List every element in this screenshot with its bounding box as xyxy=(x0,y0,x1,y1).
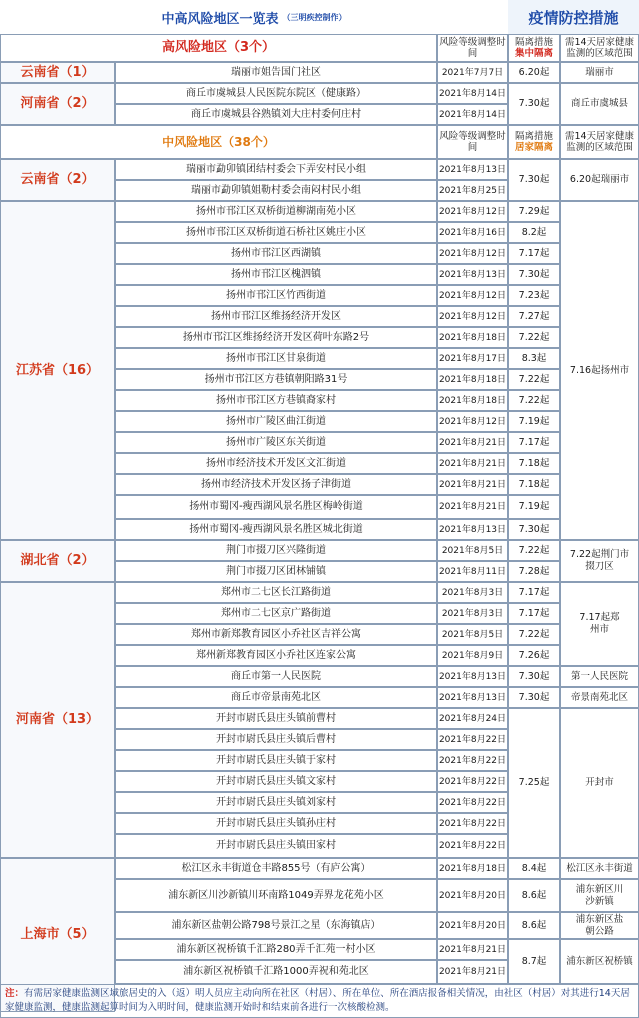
date-cell: 2021年8月5日 xyxy=(437,624,508,645)
place-cell: 开封市尉氏县庄头镇文家村 xyxy=(115,771,437,792)
place-cell: 浦东新区祝桥镇千汇路1000弄祝和苑北区 xyxy=(115,960,437,984)
place-cell: 扬州市邗江区双桥街道石桥社区姚庄小区 xyxy=(115,222,437,243)
province-jiangsu: 江苏省（16） xyxy=(0,201,115,540)
province-yunnan-mid: 云南省（2） xyxy=(0,159,115,201)
area-cell: 浦东新区祝桥镇 xyxy=(560,939,639,984)
area-cell: 松江区永丰街道 xyxy=(560,858,639,879)
place-cell: 开封市尉氏县庄头镇刘家村 xyxy=(115,792,437,813)
credit-text: （三明疾控制作） xyxy=(282,12,347,22)
start-cell: 7.17起 xyxy=(508,432,560,453)
place-cell: 扬州市邗江区维扬经济开发区荷叶东路2号 xyxy=(115,327,437,348)
place-cell: 荆门市掇刀区团林铺镇 xyxy=(115,561,437,582)
date-cell: 2021年8月5日 xyxy=(437,540,508,561)
area-cell: 浦东新区盐朝公路 xyxy=(560,912,639,939)
date-cell: 2021年8月18日 xyxy=(437,390,508,411)
start-cell: 7.19起 xyxy=(508,495,560,519)
start-cell: 7.18起 xyxy=(508,474,560,495)
date-cell: 2021年8月18日 xyxy=(437,327,508,348)
province-henan-mid: 河南省（13） xyxy=(0,582,115,858)
date-cell: 2021年8月13日 xyxy=(437,687,508,708)
footnote xyxy=(0,984,639,1018)
area-cell: 浦东新区川沙新镇 xyxy=(560,879,639,912)
date-cell: 2021年8月18日 xyxy=(437,858,508,879)
start-cell: 7.17起 xyxy=(508,603,560,624)
start-cell: 7.26起 xyxy=(508,645,560,666)
area-cell: 瑞丽市 xyxy=(560,62,639,83)
footnote-label: 注： xyxy=(5,988,25,999)
date-cell: 2021年8月14日 xyxy=(437,104,508,125)
start-cell: 8.3起 xyxy=(508,348,560,369)
place-cell: 商丘市第一人民医院 xyxy=(115,666,437,687)
measure-prefix: 隔离措施 xyxy=(514,37,553,48)
start-cell: 7.30起 xyxy=(508,159,560,201)
place-cell: 开封市尉氏县庄头镇孙庄村 xyxy=(115,813,437,834)
start-cell: 7.22起 xyxy=(508,327,560,348)
table-title xyxy=(0,0,508,34)
area-cell: 第一人民医院 xyxy=(560,666,639,687)
date-cell: 2021年8月24日 xyxy=(437,708,508,729)
province-yunnan-high: 云南省（1） xyxy=(0,62,115,83)
place-cell: 扬州市邗江区甘泉街道 xyxy=(115,348,437,369)
start-cell: 7.28起 xyxy=(508,561,560,582)
date-cell: 2021年8月21日 xyxy=(437,939,508,960)
start-cell: 8.6起 xyxy=(508,879,560,912)
place-cell: 浦东新区祝桥镇千汇路280弄千汇苑一村小区 xyxy=(115,939,437,960)
date-cell: 2021年8月9日 xyxy=(437,645,508,666)
area-cell: 7.22起荆门市掇刀区 xyxy=(560,540,639,582)
date-cell: 2021年8月22日 xyxy=(437,813,508,834)
area-cell: 7.17起郑州市 xyxy=(560,582,639,666)
date-cell: 2021年8月13日 xyxy=(437,519,508,540)
mid-risk-section-title: 中风险地区（38个） xyxy=(0,125,437,159)
area-cell: 6.20起瑞丽市 xyxy=(560,159,639,201)
start-cell: 7.27起 xyxy=(508,306,560,327)
date-cell: 2021年8月20日 xyxy=(437,912,508,939)
place-cell: 扬州市广陵区东关街道 xyxy=(115,432,437,453)
date-cell: 2021年8月12日 xyxy=(437,306,508,327)
date-cell: 2021年8月21日 xyxy=(437,960,508,984)
date-cell: 2021年8月13日 xyxy=(437,264,508,285)
date-cell: 2021年8月3日 xyxy=(437,582,508,603)
date-cell: 2021年7月7日 xyxy=(437,62,508,83)
date-cell: 2021年8月14日 xyxy=(437,83,508,104)
date-cell: 2021年8月13日 xyxy=(437,666,508,687)
place-cell: 扬州市邗江区双桥街道柳湖南苑小区 xyxy=(115,201,437,222)
date-cell: 2021年8月21日 xyxy=(437,432,508,453)
place-cell: 瑞丽市勐卯镇姐勒村委会南闷村民小组 xyxy=(115,180,437,201)
start-cell: 7.17起 xyxy=(508,243,560,264)
footnote-text: 有需居家健康监测区域旅居史的入（返）明人员应主动向所在社区（村居）、所在单位、所在酒店报备相关情况，由社区（村居）对其进行14天居家健康监测，健康监测起算时间为入明时间，健康监测开始时和结束前各进行一次核酸检测。 xyxy=(5,988,630,1013)
place-cell: 商丘市虞城县谷熟镇刘大庄村委何庄村 xyxy=(115,104,437,125)
place-cell: 郑州新郑教育园区小乔社区连家公寓 xyxy=(115,645,437,666)
place-cell: 扬州市邗江区竹西街道 xyxy=(115,285,437,306)
mid-risk-col-area: 需14天居家健康监测的区域范围 xyxy=(560,125,639,159)
date-cell: 2021年8月22日 xyxy=(437,750,508,771)
date-cell: 2021年8月13日 xyxy=(437,159,508,180)
date-cell: 2021年8月22日 xyxy=(437,771,508,792)
date-cell: 2021年8月25日 xyxy=(437,180,508,201)
place-cell: 扬州市经济技术开发区扬子津街道 xyxy=(115,474,437,495)
start-cell: 7.19起 xyxy=(508,411,560,432)
high-risk-col-measure xyxy=(508,34,560,62)
start-cell: 8.4起 xyxy=(508,858,560,879)
measure-prefix: 隔离措施 xyxy=(514,131,553,142)
date-cell: 2021年8月21日 xyxy=(437,474,508,495)
place-cell: 瑞丽市姐告国门社区 xyxy=(115,62,437,83)
start-cell: 7.17起 xyxy=(508,582,560,603)
place-cell: 松江区永丰街道仓丰路855号（有庐公寓） xyxy=(115,858,437,879)
start-cell: 7.22起 xyxy=(508,369,560,390)
place-cell: 扬州市经济技术开发区文汇街道 xyxy=(115,453,437,474)
area-cell: 开封市 xyxy=(560,708,639,858)
start-cell: 7.23起 xyxy=(508,285,560,306)
province-henan-high: 河南省（2） xyxy=(0,83,115,125)
province-shanghai: 上海市（5） xyxy=(0,858,115,1012)
start-cell: 7.30起 xyxy=(508,666,560,687)
table-header xyxy=(0,0,639,34)
measures-title: 疫情防控措施 xyxy=(508,0,639,34)
date-cell: 2021年8月21日 xyxy=(437,453,508,474)
place-cell: 荆门市掇刀区兴隆街道 xyxy=(115,540,437,561)
date-cell: 2021年8月12日 xyxy=(437,411,508,432)
title-text: 中高风险地区一览表 xyxy=(161,11,279,27)
start-cell: 7.22起 xyxy=(508,390,560,411)
start-cell: 7.30起 xyxy=(508,687,560,708)
date-cell: 2021年8月16日 xyxy=(437,222,508,243)
date-cell: 2021年8月18日 xyxy=(437,369,508,390)
place-cell: 瑞丽市勐卯镇团结村委会下弄安村民小组 xyxy=(115,159,437,180)
start-cell: 7.25起 xyxy=(508,708,560,858)
date-cell: 2021年8月12日 xyxy=(437,285,508,306)
place-cell: 扬州市邗江区西湖镇 xyxy=(115,243,437,264)
start-cell: 7.22起 xyxy=(508,624,560,645)
date-cell: 2021年8月21日 xyxy=(437,495,508,519)
area-cell: 帝景南苑北区 xyxy=(560,687,639,708)
measure-type-centralized: 集中隔离 xyxy=(514,48,553,59)
date-cell: 2021年8月12日 xyxy=(437,201,508,222)
area-cell: 商丘市虞城县 xyxy=(560,83,639,125)
date-cell: 2021年8月22日 xyxy=(437,792,508,813)
place-cell: 扬州市邗江区方巷镇朝阳路31号 xyxy=(115,369,437,390)
place-cell: 扬州市广陵区曲江街道 xyxy=(115,411,437,432)
date-cell: 2021年8月22日 xyxy=(437,729,508,750)
start-cell: 7.30起 xyxy=(508,519,560,540)
place-cell: 扬州市邗江区方巷镇裔家村 xyxy=(115,390,437,411)
province-hubei: 湖北省（2） xyxy=(0,540,115,582)
start-cell: 8.2起 xyxy=(508,222,560,243)
start-cell: 7.30起 xyxy=(508,264,560,285)
measure-type-home: 居家隔离 xyxy=(514,142,553,153)
date-cell: 2021年8月12日 xyxy=(437,243,508,264)
mid-risk-col-date: 风险等级调整时间 xyxy=(437,125,508,159)
place-cell: 扬州市蜀冈-瘦西湖风景名胜区城北街道 xyxy=(115,519,437,540)
place-cell: 浦东新区盐朝公路798号景江之星（东海镇店） xyxy=(115,912,437,939)
start-cell: 7.30起 xyxy=(508,83,560,125)
place-cell: 扬州市邗江区维扬经济开发区 xyxy=(115,306,437,327)
place-cell: 郑州市二七区长江路街道 xyxy=(115,582,437,603)
high-risk-col-area: 需14天居家健康监测的区域范围 xyxy=(560,34,639,62)
place-cell: 开封市尉氏县庄头镇田家村 xyxy=(115,834,437,858)
date-cell: 2021年8月11日 xyxy=(437,561,508,582)
place-cell: 郑州市新郑教育园区小乔社区吉祥公寓 xyxy=(115,624,437,645)
start-cell: 6.20起 xyxy=(508,62,560,83)
place-cell: 开封市尉氏县庄头镇后曹村 xyxy=(115,729,437,750)
date-cell: 2021年8月20日 xyxy=(437,879,508,912)
place-cell: 开封市尉氏县庄头镇前曹村 xyxy=(115,708,437,729)
start-cell: 7.22起 xyxy=(508,540,560,561)
place-cell: 郑州市二七区京广路街道 xyxy=(115,603,437,624)
high-risk-col-date: 风险等级调整时间 xyxy=(437,34,508,62)
place-cell: 商丘市虞城县人民医院东院区（健康路） xyxy=(115,83,437,104)
start-cell: 8.7起 xyxy=(508,939,560,984)
start-cell: 7.18起 xyxy=(508,453,560,474)
start-cell: 7.29起 xyxy=(508,201,560,222)
place-cell: 商丘市帝景南苑北区 xyxy=(115,687,437,708)
date-cell: 2021年8月3日 xyxy=(437,603,508,624)
place-cell: 扬州市蜀冈-瘦西湖风景名胜区梅岭街道 xyxy=(115,495,437,519)
place-cell: 扬州市邗江区槐泗镇 xyxy=(115,264,437,285)
start-cell: 8.6起 xyxy=(508,912,560,939)
date-cell: 2021年8月17日 xyxy=(437,348,508,369)
date-cell: 2021年8月22日 xyxy=(437,834,508,858)
high-risk-section-title: 高风险地区（3个） xyxy=(0,34,437,62)
area-cell: 7.16起扬州市 xyxy=(560,201,639,540)
place-cell: 浦东新区川沙新镇川环南路1049弄界龙花苑小区 xyxy=(115,879,437,912)
mid-risk-col-measure xyxy=(508,125,560,159)
place-cell: 开封市尉氏县庄头镇于家村 xyxy=(115,750,437,771)
